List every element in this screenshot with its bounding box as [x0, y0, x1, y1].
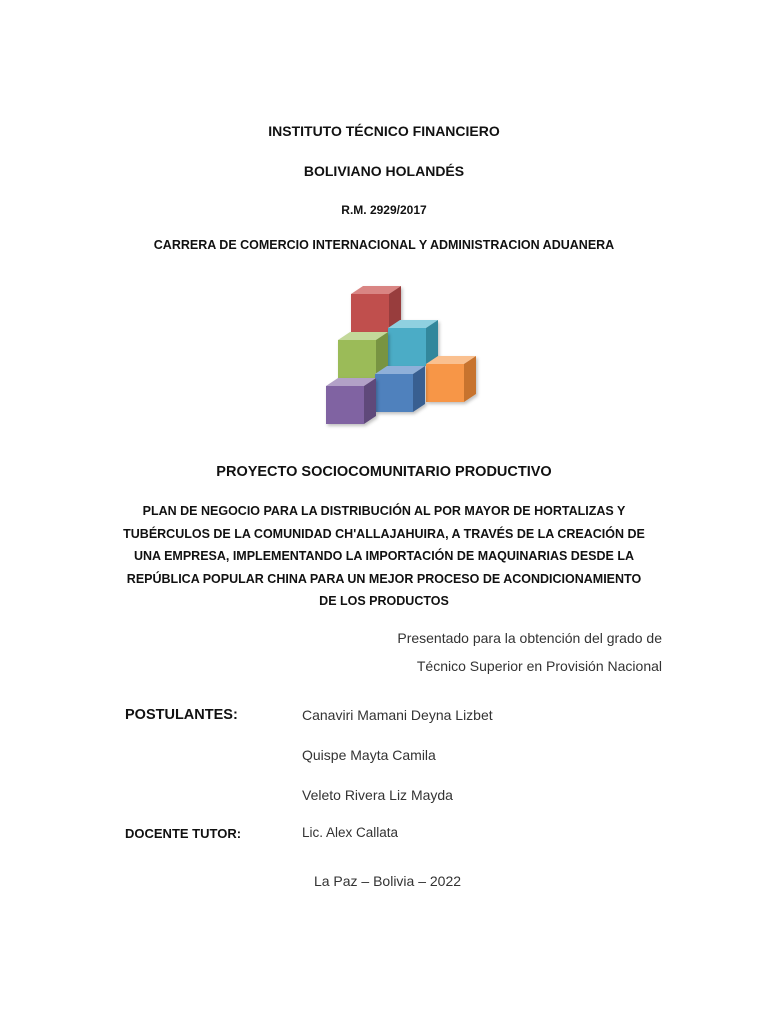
institute-name-line1: INSTITUTO TÉCNICO FINANCIERO: [268, 123, 500, 139]
tutor-name: Lic. Alex Callata: [302, 825, 399, 840]
applicant-name: Veleto Rivera Liz Mayda: [302, 787, 453, 803]
project-title: [104, 500, 664, 613]
orange-cube: [426, 356, 476, 402]
applicant-name: Canaviri Mamani Deyna Lizbet: [302, 707, 493, 723]
tutor-label: DOCENTE TUTOR:: [125, 826, 242, 841]
project-type-heading: PROYECTO SOCIOCOMUNITARIO PRODUCTIVO: [216, 464, 552, 480]
applicants-label: POSTULANTES:: [125, 707, 238, 723]
career-name: CARRERA DE COMERCIO INTERNACIONAL Y ADMINISTRACION ADUANERA: [153, 238, 615, 252]
presented-for-line2: Técnico Superior en Provisión Nacional: [416, 658, 662, 674]
place-and-date: La Paz – Bolivia – 2022: [313, 873, 462, 889]
project-title-line: UNA EMPRESA, IMPLEMENTANDO LA IMPORTACIÓN DE MAQUINARIAS DESDE LA: [133, 549, 634, 563]
stacked-cubes-logo-icon: [318, 280, 488, 430]
project-title-line: TUBÉRCULOS DE LA COMUNIDAD CH'ALLAJAHUIRA, A TRAVÉS DE LA CREACIÓN DE: [123, 526, 645, 541]
project-title-line: PLAN DE NEGOCIO PARA LA DISTRIBUCIÓN AL POR MAYOR DE HORTALIZAS Y: [142, 504, 626, 518]
purple-cube: [326, 378, 376, 424]
resolution-number: R.M. 2929/2017: [341, 203, 427, 217]
blue-cube: [375, 366, 425, 412]
teal-cube: [388, 320, 438, 366]
applicant-name: Quispe Mayta Camila: [302, 747, 436, 763]
presented-for-line1: Presentado para la obtención del grado de: [397, 630, 662, 646]
project-title-line: REPÚBLICA POPULAR CHINA PARA UN MEJOR PROCESO DE ACONDICIONAMIENTO: [126, 571, 642, 586]
institute-name-line2: BOLIVIANO HOLANDÉS: [303, 163, 465, 179]
project-title-line: DE LOS PRODUCTOS: [319, 594, 449, 608]
